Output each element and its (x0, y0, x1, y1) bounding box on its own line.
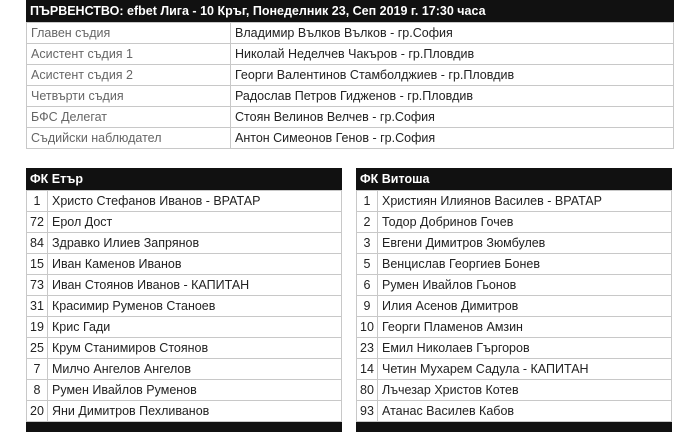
player-name: Здравко Илиев Запрянов (48, 233, 342, 254)
player-number: 72 (27, 212, 48, 233)
official-role: БФС Делегат (27, 107, 231, 128)
table-row (357, 359, 672, 380)
official-name: Георги Валентинов Стамболджиев - гр.Пловдив (231, 65, 674, 86)
home-team-footer (26, 422, 342, 432)
table-row (357, 275, 672, 296)
player-name: Лъчезар Христов Котев (378, 380, 672, 401)
table-row (27, 86, 674, 107)
player-name: Милчо Ангелов Ангелов (48, 359, 342, 380)
player-number: 23 (357, 338, 378, 359)
table-row (27, 23, 674, 44)
player-number: 73 (27, 275, 48, 296)
player-name: Венцислав Георгиев Бонев (378, 254, 672, 275)
table-row (27, 254, 342, 275)
player-name: Румен Ивайлов Гьонов (378, 275, 672, 296)
player-number: 80 (357, 380, 378, 401)
table-row (357, 191, 672, 212)
official-name: Николай Неделчев Чакъров - гр.Пловдив (231, 44, 674, 65)
player-name: Крум Станимиров Стоянов (48, 338, 342, 359)
player-number: 19 (27, 317, 48, 338)
player-name: Четин Мухарем Садула - КАПИТАН (378, 359, 672, 380)
player-name: Евгени Димитров Зюмбулев (378, 233, 672, 254)
table-row (357, 296, 672, 317)
player-number: 1 (27, 191, 48, 212)
table-row (27, 338, 342, 359)
home-roster-table (26, 190, 342, 422)
official-role: Главен съдия (27, 23, 231, 44)
player-name: Иван Каменов Иванов (48, 254, 342, 275)
away-roster-table (356, 190, 672, 422)
player-number: 7 (27, 359, 48, 380)
official-name: Антон Симеонов Генов - гр.София (231, 128, 674, 149)
match-title: ПЪРВЕНСТВО: efbet Лига - 10 Кръг, Понеделник 23, Сеп 2019 г. 17:30 часа (30, 4, 486, 18)
player-name: Атанас Василев Кабов (378, 401, 672, 422)
table-row (27, 128, 674, 149)
player-number: 1 (357, 191, 378, 212)
player-name: Красимир Руменов Станоев (48, 296, 342, 317)
player-number: 15 (27, 254, 48, 275)
player-name: Крис Гади (48, 317, 342, 338)
official-role: Асистент съдия 2 (27, 65, 231, 86)
table-row (27, 296, 342, 317)
player-number: 2 (357, 212, 378, 233)
player-name: Тодор Добринов Гочев (378, 212, 672, 233)
player-number: 3 (357, 233, 378, 254)
away-team-name: ФК Витоша (356, 168, 672, 190)
player-name: Христо Стефанов Иванов - ВРАТАР (48, 191, 342, 212)
match-header (26, 0, 674, 22)
official-name: Стоян Велинов Велчев - гр.София (231, 107, 674, 128)
home-team-panel (26, 168, 342, 432)
player-number: 93 (357, 401, 378, 422)
player-name: Ерол Дост (48, 212, 342, 233)
table-row (27, 191, 342, 212)
table-row (27, 65, 674, 86)
official-role: Асистент съдия 1 (27, 44, 231, 65)
table-row (27, 275, 342, 296)
player-number: 84 (27, 233, 48, 254)
player-name: Иван Стоянов Иванов - КАПИТАН (48, 275, 342, 296)
table-row (27, 317, 342, 338)
table-row (357, 233, 672, 254)
official-role: Съдийски наблюдател (27, 128, 231, 149)
player-number: 14 (357, 359, 378, 380)
home-team-name: ФК Етър (26, 168, 342, 190)
table-row (27, 107, 674, 128)
official-name: Владимир Вълков Вълков - гр.София (231, 23, 674, 44)
table-row (357, 338, 672, 359)
officials-table (26, 22, 674, 149)
table-row (27, 359, 342, 380)
table-row (27, 44, 674, 65)
player-number: 9 (357, 296, 378, 317)
player-number: 25 (27, 338, 48, 359)
table-row (357, 380, 672, 401)
table-row (357, 401, 672, 422)
table-row (27, 233, 342, 254)
player-number: 8 (27, 380, 48, 401)
table-row (357, 254, 672, 275)
away-team-panel (356, 168, 672, 432)
player-number: 31 (27, 296, 48, 317)
player-number: 6 (357, 275, 378, 296)
player-name: Яни Димитров Пехливанов (48, 401, 342, 422)
player-name: Емил Николаев Гъргоров (378, 338, 672, 359)
away-team-footer (356, 422, 672, 432)
official-role: Четвърти съдия (27, 86, 231, 107)
player-name: Георги Пламенов Амзин (378, 317, 672, 338)
table-row (357, 317, 672, 338)
table-row (27, 401, 342, 422)
table-row (27, 212, 342, 233)
table-row (357, 212, 672, 233)
player-name: Християн Илиянов Василев - ВРАТАР (378, 191, 672, 212)
player-number: 5 (357, 254, 378, 275)
official-name: Радослав Петров Гидженов - гр.Пловдив (231, 86, 674, 107)
player-name: Илия Асенов Димитров (378, 296, 672, 317)
player-number: 10 (357, 317, 378, 338)
table-row (27, 380, 342, 401)
player-name: Румен Ивайлов Руменов (48, 380, 342, 401)
player-number: 20 (27, 401, 48, 422)
